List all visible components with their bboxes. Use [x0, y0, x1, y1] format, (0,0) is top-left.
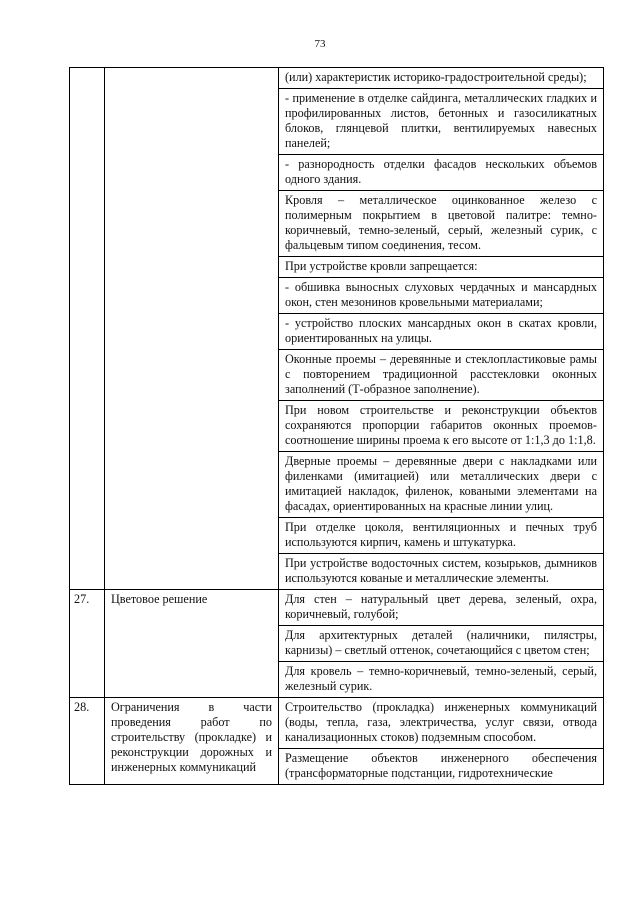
- regulations-table: [69, 67, 604, 785]
- row-number-cell: 27.: [70, 590, 105, 698]
- description-paragraph: Кровля – металлическое оцинкованное железо с полимерным покрытием в цветовой палитре: темно-коричневый, темно-зеленый, серый, железный сурик, с фальцевым типом соединения, тесом.: [279, 190, 603, 256]
- table-row-27: [70, 590, 604, 698]
- description-paragraph: Размещение объектов инженерного обеспечения (трансформаторные подстанции, гидротехнические: [279, 748, 603, 784]
- row-name: Цветовое решение: [111, 592, 208, 606]
- description-paragraph: - обшивка выносных слуховых чердачных и мансардных окон, стен мезонинов кровельными материалами;: [279, 277, 603, 313]
- row-name-cell: [105, 590, 279, 698]
- description-paragraph: При отделке цоколя, вентиляционных и печных труб используются кирпич, камень и штукатурка.: [279, 517, 603, 553]
- description-paragraph: Дверные проемы – деревянные двери с накладками или филенками (имитацией) или металлических двери с имитацией накладок, филенок, коваными элементами на фасадах, ориентированных на красные линии улиц.: [279, 451, 603, 517]
- description-paragraph: Оконные проемы – деревянные и стеклопластиковые рамы с повторением традиционной расстекловки оконных заполнений (Т-образное заполнение).: [279, 349, 603, 400]
- table-row-continuation: [70, 68, 604, 590]
- row-number-cell: 28.: [70, 698, 105, 785]
- row-name-cell: [105, 698, 279, 785]
- description-paragraph: Строительство (прокладка) инженерных коммуникаций (воды, тепла, газа, электричества, услуг связи, отвода канализационных стоков) подземным способом.: [285, 700, 597, 744]
- row-description-cell: [279, 698, 604, 785]
- description-paragraph: - устройство плоских мансардных окон в скатах кровли, ориентированных на улицы.: [279, 313, 603, 349]
- description-paragraph: - разнородность отделки фасадов нескольких объемов одного здания.: [279, 154, 603, 190]
- description-paragraph: Для кровель – темно-коричневый, темно-зеленый, серый, железный сурик.: [279, 661, 603, 697]
- description-paragraph: Для стен – натуральный цвет дерева, зеленый, охра, коричневый, голубой;: [285, 592, 597, 621]
- row-description-cell: [279, 68, 604, 590]
- description-paragraph: Для архитектурных деталей (наличники, пилястры, карнизы) – светлый оттенок, сочетающийся с цветом стен;: [279, 625, 603, 661]
- description-paragraph: (или) характеристик историко-градостроительной среды);: [285, 70, 587, 84]
- row-name-cell: [105, 68, 279, 590]
- description-paragraph: При новом строительстве и реконструкции объектов сохраняются пропорции габаритов оконных проемов-соотношение ширины проема к его высоте от 1:1,3 до 1:1,8.: [279, 400, 603, 451]
- page-number: 73: [314, 38, 326, 50]
- description-paragraph: При устройстве водосточных систем, козырьков, дымников используются кованые и металлические элементы.: [279, 553, 603, 589]
- row-name: Ограничения в части проведения работ по строительству (прокладке) и реконструкции дорожных и инженерных коммуникаций: [111, 700, 272, 774]
- row-number-cell: [70, 68, 105, 590]
- description-paragraph: При устройстве кровли запрещается:: [279, 256, 603, 277]
- row-description-cell: [279, 590, 604, 698]
- description-paragraph: - применение в отделке сайдинга, металлических гладких и профилированных листов, бетонных и газосиликатных блоков, глянцевой плитки, вентилируемых навесных панелей;: [279, 88, 603, 154]
- table-row-28: [70, 698, 604, 785]
